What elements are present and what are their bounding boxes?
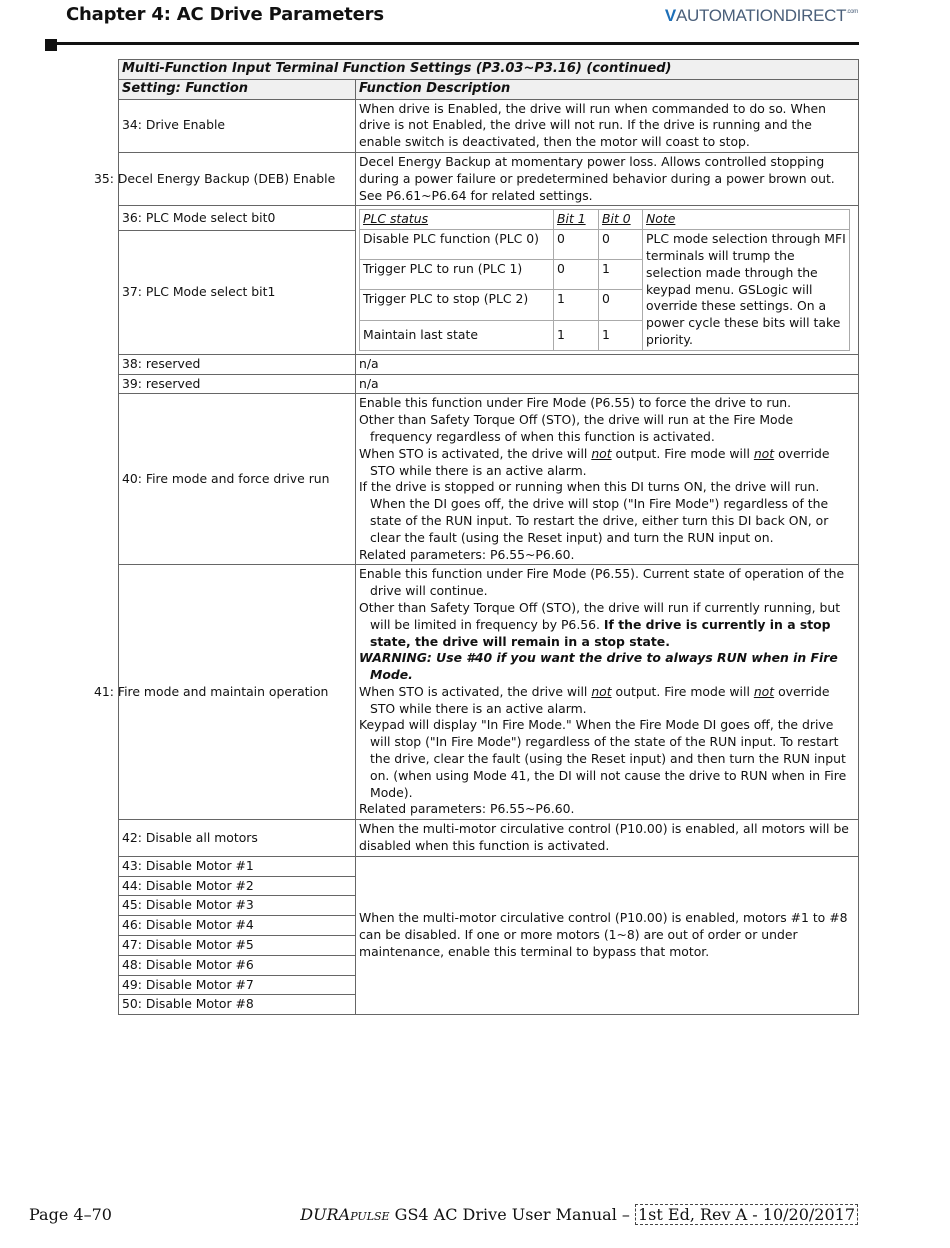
header-rule-square bbox=[45, 39, 57, 51]
table-row bbox=[119, 394, 859, 565]
setting-cell: 38: reserved bbox=[119, 354, 356, 374]
plc-header-note: Note bbox=[643, 210, 850, 230]
setting-cell: 44: Disable Motor #2 bbox=[119, 876, 356, 896]
table-row bbox=[119, 99, 859, 152]
desc-line: Related parameters: P6.55~P6.60. bbox=[359, 801, 575, 817]
mfi-settings-table bbox=[94, 59, 859, 1015]
setting-cell: 42: Disable all motors bbox=[119, 820, 356, 857]
desc-bold-text: If the drive is currently in a stop state, the drive will remain in a stop state. bbox=[370, 616, 831, 649]
manual-name: GS4 AC Drive User Manual – bbox=[389, 1205, 635, 1224]
col-header-description: Function Description bbox=[356, 79, 859, 99]
edition-stamp: 1st Ed, Rev A - 10/20/2017 bbox=[635, 1204, 858, 1225]
setting-cell: 47: Disable Motor #5 bbox=[119, 936, 356, 956]
col-header-setting: Setting: Function bbox=[119, 79, 356, 99]
plc-bit1: 0 bbox=[554, 230, 599, 260]
description-cell: When the multi-motor circulative control (P10.00) is enabled, all motors will be disabled when this function is activated. bbox=[356, 820, 859, 857]
desc-line: Keypad will display "In Fire Mode." When the Fire Mode DI goes off, the drive will stop ("In Fire Mode") regardless of the state of the RUN input. To restart the drive, clear the fault (using the Reset input) and then turn the RUN input on. (when using Mode 41, the DI will not cause the drive to RUN when in Fire Mode). bbox=[359, 717, 847, 800]
desc-line: Enable this function under Fire Mode (P6.55). Current state of operation of the drive will continue. bbox=[359, 566, 845, 599]
description-cell bbox=[356, 394, 859, 565]
table-row bbox=[119, 856, 859, 876]
plc-note: PLC mode selection through MFI terminals will trump the selection made through the keypad menu. GSLogic will override these settings. On a power cycle these bits will take priority. bbox=[643, 230, 850, 351]
desc-text: output. Fire mode will bbox=[611, 445, 754, 461]
brand-dura: DURA bbox=[300, 1205, 351, 1224]
desc-line bbox=[359, 600, 855, 650]
chapter-title: Chapter 4: AC Drive Parameters bbox=[66, 4, 384, 25]
desc-line: Enable this function under Fire Mode (P6.55) to force the drive to run. bbox=[359, 395, 792, 411]
warning-line: WARNING: Use #40 if you want the drive to always RUN when in Fire Mode. bbox=[359, 650, 838, 683]
table-row bbox=[119, 152, 859, 205]
desc-line: Other than Safety Torque Off (STO), the drive will run at the Fire Mode frequency regardless of when this function is activated. bbox=[359, 412, 794, 444]
header-rule bbox=[45, 42, 859, 45]
plc-bit1: 0 bbox=[554, 260, 599, 290]
desc-text: When STO is activated, the drive will bbox=[359, 445, 592, 461]
setting-cell: 43: Disable Motor #1 bbox=[119, 856, 356, 876]
setting-cell: 36: PLC Mode select bit0 bbox=[119, 206, 356, 230]
desc-line bbox=[359, 684, 855, 718]
setting-cell: 46: Disable Motor #4 bbox=[119, 916, 356, 936]
table-title: Multi-Function Input Terminal Function Settings (P3.03~P3.16) (continued) bbox=[119, 60, 859, 80]
plc-status: Disable PLC function (PLC 0) bbox=[360, 230, 554, 260]
table-row bbox=[119, 565, 859, 820]
emphasis-not: not bbox=[591, 683, 612, 699]
desc-text: When STO is activated, the drive will bbox=[359, 683, 592, 699]
plc-bit0: 1 bbox=[599, 320, 643, 350]
page-number: Page 4–70 bbox=[29, 1205, 112, 1224]
setting-cell: 48: Disable Motor #6 bbox=[119, 955, 356, 975]
plc-status: Trigger PLC to run (PLC 1) bbox=[360, 260, 554, 290]
table-row bbox=[119, 820, 859, 857]
description-cell: Decel Energy Backup at momentary power loss. Allows controlled stopping during a power failure or predetermined behavior during a power brown out. See P6.61~P6.64 for related settings. bbox=[356, 152, 859, 205]
description-cell: n/a bbox=[356, 374, 859, 394]
desc-line bbox=[359, 446, 855, 480]
setting-cell: 49: Disable Motor #7 bbox=[119, 975, 356, 995]
setting-cell: 34: Drive Enable bbox=[119, 99, 356, 152]
brand-pulse: pulse bbox=[350, 1205, 390, 1224]
plc-mode-table bbox=[359, 209, 850, 350]
logo-text: AUTOMATIONDIRECT bbox=[675, 6, 847, 25]
description-cell: n/a bbox=[356, 354, 859, 374]
logo-suffix: .com bbox=[846, 9, 858, 15]
desc-text: override STO while there is an active alarm. bbox=[370, 683, 830, 716]
desc-text: Other than Safety Torque Off (STO), the drive will run if currently running, but will be limited in frequency by P6.56. bbox=[359, 599, 841, 632]
plc-status: Maintain last state bbox=[360, 320, 554, 350]
emphasis-not: not bbox=[753, 445, 775, 461]
plc-description-cell bbox=[356, 206, 859, 354]
plc-header-status: PLC status bbox=[360, 210, 554, 230]
plc-header-bit1: Bit 1 bbox=[554, 210, 599, 230]
description-cell: When drive is Enabled, the drive will run when commanded to do so. When drive is not Enabled, the drive will not run. If the drive is running and the enable switch is deactivated, then the motor will coast to stop. bbox=[356, 99, 859, 152]
motors-description-cell: When the multi-motor circulative control (P10.00) is enabled, motors #1 to #8 can be disabled. If one or more motors (1~8) are out of order or under maintenance, enable this terminal to bypass that motor. bbox=[356, 856, 859, 1014]
manual-title bbox=[300, 1205, 858, 1224]
desc-text: override STO while there is an active alarm. bbox=[370, 445, 830, 478]
desc-line: Related parameters: P6.55~P6.60. bbox=[359, 546, 575, 562]
table-row bbox=[119, 374, 859, 394]
plc-bit0: 0 bbox=[599, 290, 643, 320]
plc-bit0: 0 bbox=[599, 230, 643, 260]
description-cell bbox=[356, 565, 859, 820]
setting-cell: 35: Decel Energy Backup (DEB) Enable bbox=[119, 152, 356, 205]
emphasis-not: not bbox=[753, 683, 775, 699]
setting-cell: 39: reserved bbox=[119, 374, 356, 394]
emphasis-not: not bbox=[591, 445, 612, 461]
table-row bbox=[119, 206, 859, 230]
setting-cell: 41: Fire mode and maintain operation bbox=[119, 565, 356, 820]
plc-bit1: 1 bbox=[554, 290, 599, 320]
plc-header-bit0: Bit 0 bbox=[599, 210, 643, 230]
plc-bit0: 1 bbox=[599, 260, 643, 290]
logo-v-icon: V bbox=[664, 6, 676, 25]
setting-cell: 45: Disable Motor #3 bbox=[119, 896, 356, 916]
automationdirect-logo bbox=[665, 6, 858, 26]
desc-text: output. Fire mode will bbox=[611, 683, 754, 699]
setting-cell: 50: Disable Motor #8 bbox=[119, 995, 356, 1015]
table-row bbox=[119, 354, 859, 374]
desc-line: If the drive is stopped or running when this DI turns ON, the drive will run. When the DI goes off, the drive will stop ("In Fire Mode") regardless of the state of the RUN input. To restart the drive, either turn this DI back ON, or clear the fault (using the Reset input) and turn the RUN input on. bbox=[359, 479, 829, 545]
setting-cell: 40: Fire mode and force drive run bbox=[119, 394, 356, 565]
plc-status: Trigger PLC to stop (PLC 2) bbox=[360, 290, 554, 320]
plc-bit1: 1 bbox=[554, 320, 599, 350]
setting-cell: 37: PLC Mode select bit1 bbox=[119, 230, 356, 354]
